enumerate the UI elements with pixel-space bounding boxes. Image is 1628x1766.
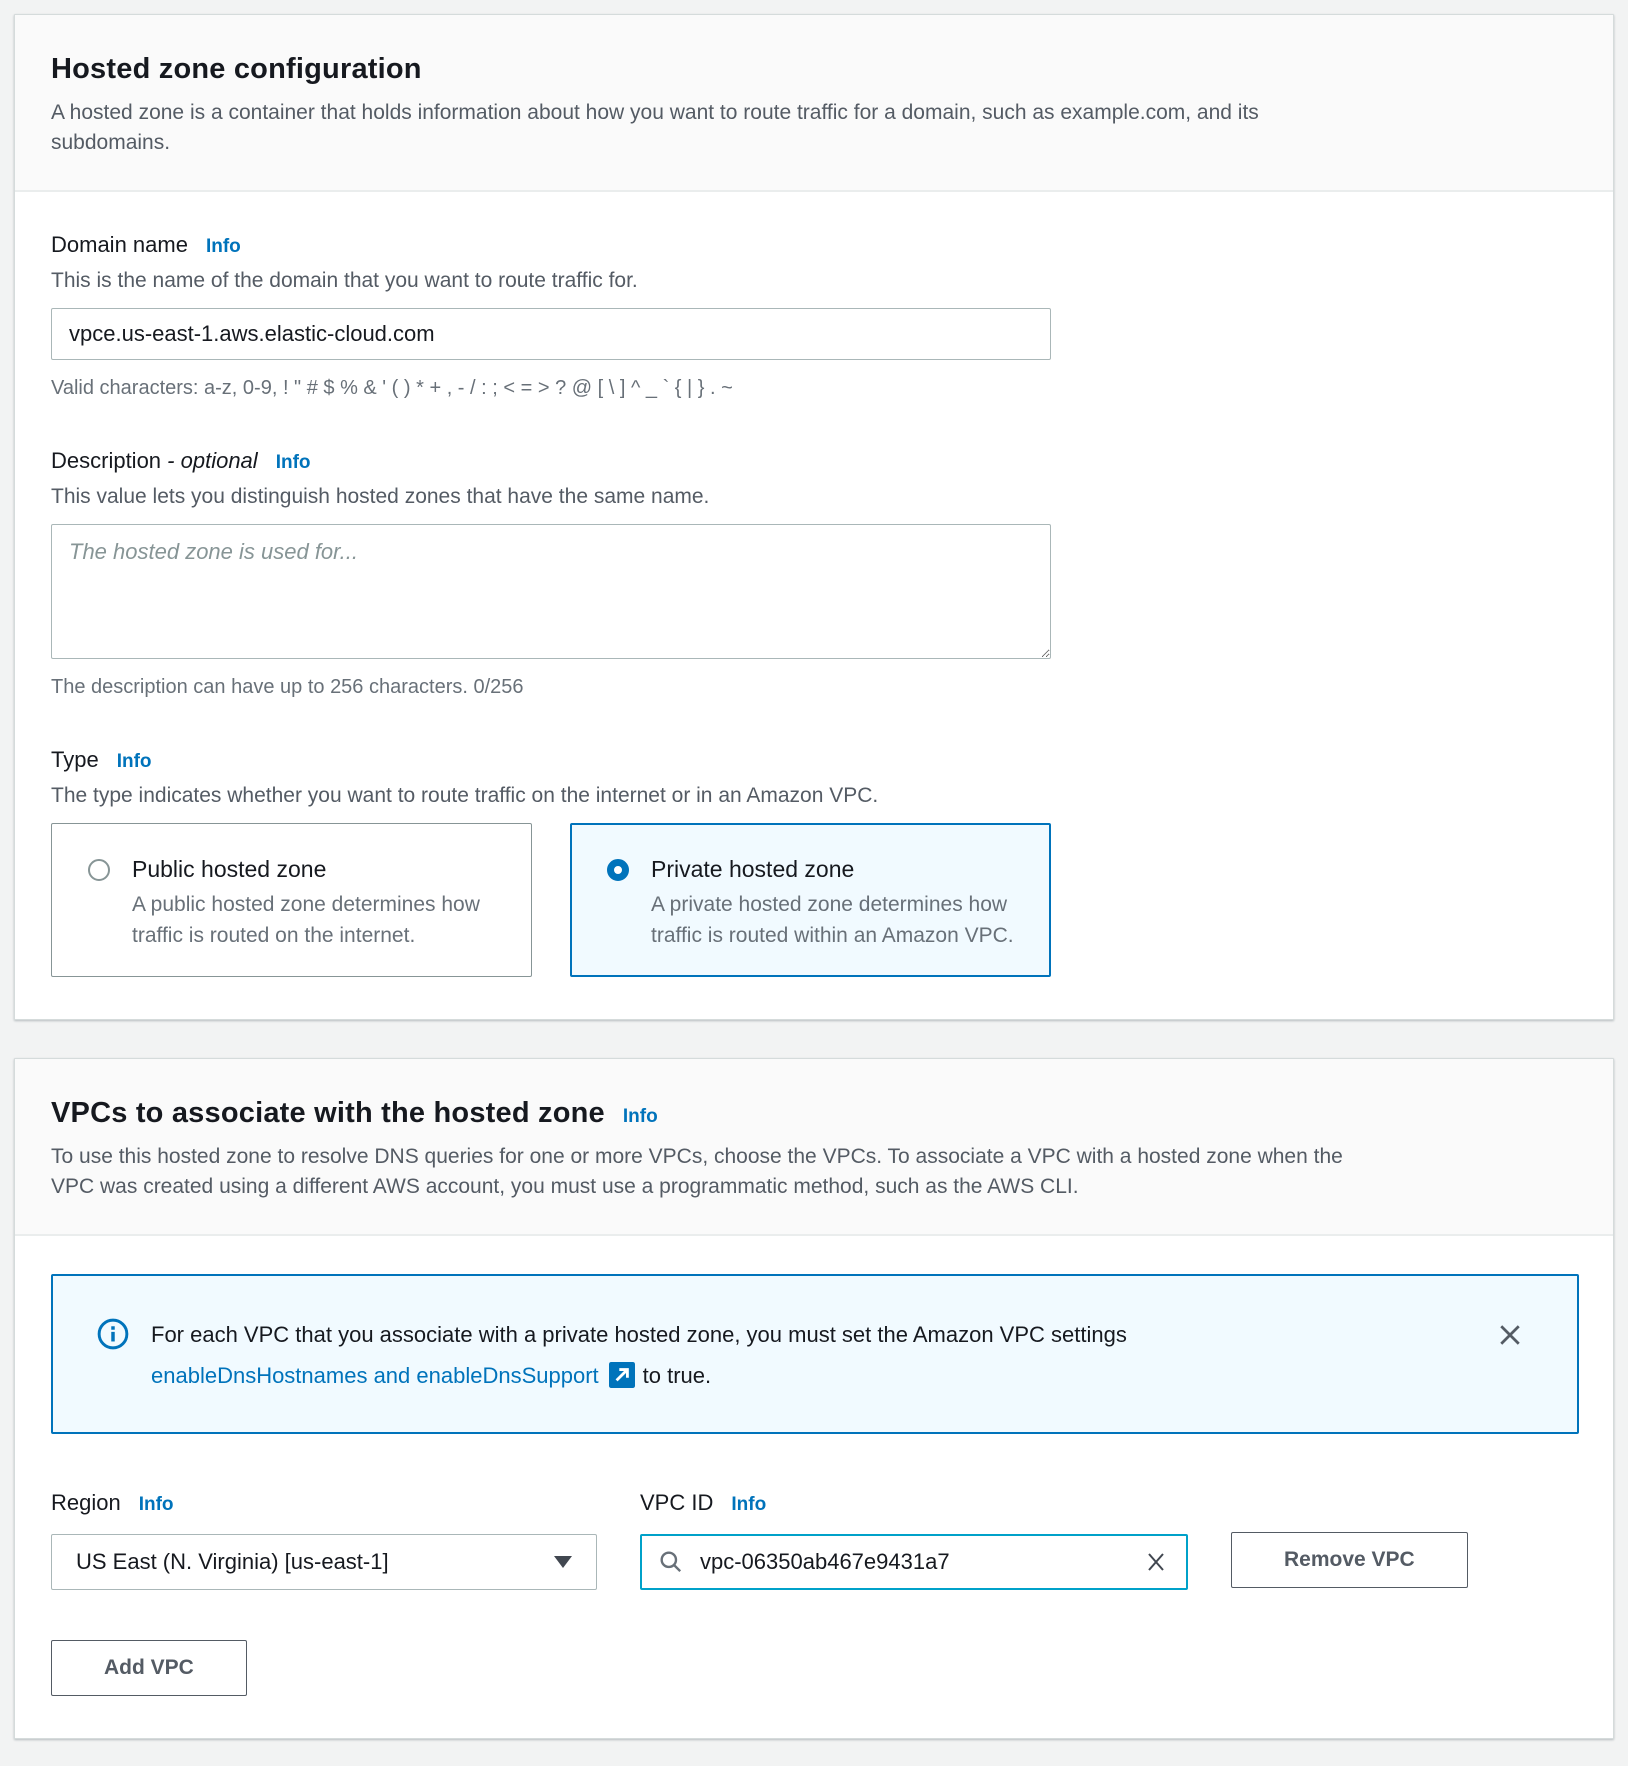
private-radio-button[interactable] xyxy=(607,859,629,881)
domain-name-info-link[interactable]: Info xyxy=(205,236,241,257)
private-option-description: A private hosted zone determines how traffic is routed within an Amazon VPC. xyxy=(651,893,1014,947)
type-helper: The type indicates whether you want to route traffic on the internet or in an Amazon VPC. xyxy=(51,784,879,807)
chevron-down-icon xyxy=(554,1556,572,1568)
vpcs-card-info-link[interactable]: Info xyxy=(622,1106,658,1127)
type-label: Type xyxy=(51,747,99,772)
public-option-description: A public hosted zone determines how traffic is routed on the internet. xyxy=(132,893,480,947)
public-option-title: Public hosted zone xyxy=(132,856,327,882)
remove-vpc-button[interactable]: Remove VPC xyxy=(1231,1532,1468,1588)
private-option-title: Private hosted zone xyxy=(651,856,855,882)
vpc-association-row xyxy=(51,1490,1577,1590)
domain-name-constraint: Valid characters: a-z, 0-9, ! " # $ % & ' ( ) * + , - / : ; < = > ? @ [ \ ] ^ _ ` { | } . ~ xyxy=(51,377,733,399)
remove-vpc-column xyxy=(1231,1490,1468,1588)
type-option-public[interactable] xyxy=(51,823,532,977)
vpc-settings-info-alert xyxy=(51,1274,1579,1434)
description-field xyxy=(51,448,1577,699)
vpcs-card-body xyxy=(15,1236,1613,1738)
alert-suffix: to true. xyxy=(642,1363,712,1388)
hosted-zone-configuration-card xyxy=(14,14,1614,1020)
type-options xyxy=(51,823,1577,977)
vpcs-to-associate-card xyxy=(14,1058,1614,1739)
description-info-link[interactable]: Info xyxy=(275,452,311,473)
external-link-icon xyxy=(609,1362,635,1388)
alert-text-line: For each VPC that you associate with a private hosted zone, you must set the Amazon VPC settings xyxy=(151,1322,1127,1347)
hosted-zone-card-description: A hosted zone is a container that holds information about how you want to route traffic for a domain, such as example.com, and its subdomains. xyxy=(51,101,1259,154)
region-select-value: US East (N. Virginia) [us-east-1] xyxy=(76,1549,389,1574)
description-label: Description - optional xyxy=(51,448,258,473)
add-vpc-button[interactable]: Add VPC xyxy=(51,1640,247,1696)
domain-name-helper: This is the name of the domain that you want to route traffic for. xyxy=(51,269,638,292)
description-textarea[interactable] xyxy=(51,524,1051,659)
vpcs-card-title: VPCs to associate with the hosted zone xyxy=(51,1097,605,1129)
vpc-id-column xyxy=(640,1490,1188,1590)
enable-dns-link[interactable]: enableDnsHostnames and enableDnsSupport xyxy=(151,1363,635,1388)
vpc-id-info-link[interactable]: Info xyxy=(731,1494,767,1515)
close-icon[interactable] xyxy=(1495,1320,1525,1355)
description-helper: This value lets you distinguish hosted zones that have the same name. xyxy=(51,485,710,508)
description-optional-label: - optional xyxy=(167,448,258,473)
description-constraint: The description can have up to 256 characters. 0/256 xyxy=(51,676,524,698)
type-field xyxy=(51,747,1577,977)
alert-message xyxy=(151,1314,1127,1396)
clear-input-icon[interactable] xyxy=(1144,1550,1168,1579)
hosted-zone-card-title: Hosted zone configuration xyxy=(51,53,422,85)
vpc-id-label: VPC ID xyxy=(640,1490,714,1515)
search-icon xyxy=(658,1549,684,1580)
vpc-id-input[interactable] xyxy=(640,1534,1188,1590)
region-label: Region xyxy=(51,1490,121,1515)
region-info-link[interactable]: Info xyxy=(138,1494,174,1515)
type-info-link[interactable]: Info xyxy=(116,751,152,772)
vpcs-card-header xyxy=(15,1059,1613,1236)
domain-name-label: Domain name xyxy=(51,232,188,257)
domain-name-input[interactable] xyxy=(51,308,1051,360)
public-radio-button[interactable] xyxy=(88,859,110,881)
region-column xyxy=(51,1490,597,1590)
domain-name-field xyxy=(51,232,1577,400)
type-option-private[interactable] xyxy=(570,823,1051,977)
hosted-zone-card-header xyxy=(15,15,1613,192)
info-circle-icon xyxy=(97,1318,129,1355)
hosted-zone-card-body xyxy=(15,192,1613,1019)
vpcs-card-description: To use this hosted zone to resolve DNS queries for one or more VPCs, choose the VPCs. To associate a VPC with a hosted zone when the VPC was created using a different AWS account, you must use a programmatic method, such as the AWS CLI. xyxy=(51,1145,1343,1198)
region-select[interactable] xyxy=(51,1534,597,1590)
